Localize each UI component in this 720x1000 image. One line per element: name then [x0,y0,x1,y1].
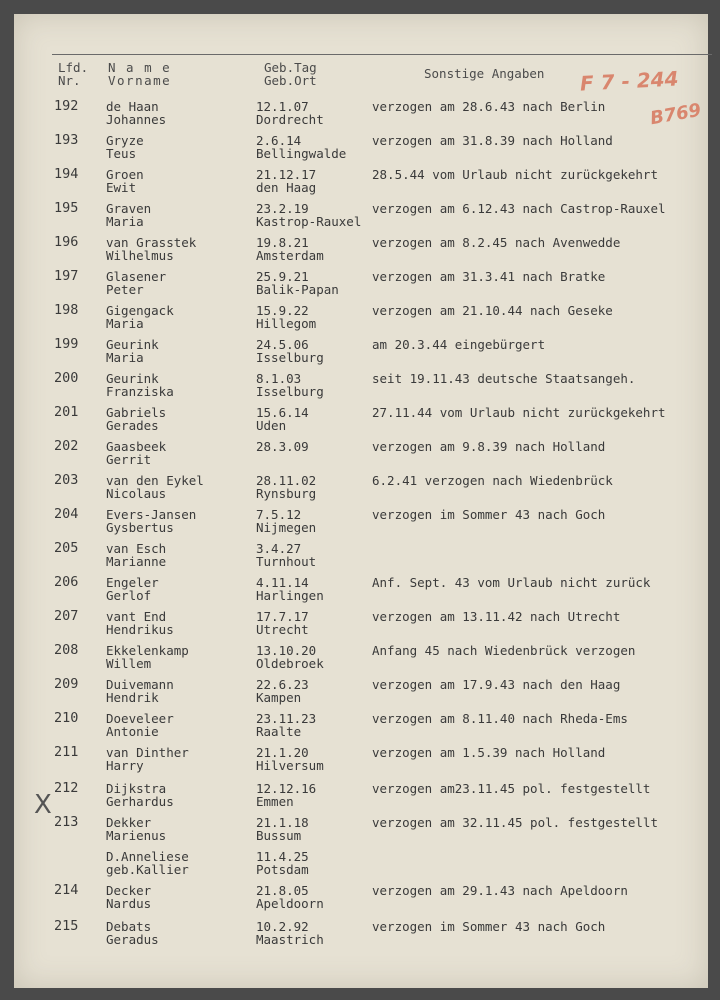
row-sonstige-angaben: Anf. Sept. 43 vom Urlaub nicht zurück [372,575,651,590]
row-name-cell [106,508,196,534]
row-name-cell [106,236,196,262]
row-birth-cell [256,100,324,126]
row-vorname: Maria [106,316,144,331]
row-vorname: Wilhelmus [106,248,174,263]
row-name: van den Eykel [106,473,204,488]
row-vorname: Nicolaus [106,486,167,501]
row-gebort: Uden [256,418,287,433]
row-gebort: Hillegom [256,316,317,331]
row-sonstige-angaben: verzogen am 21.10.44 nach Geseke [372,303,613,318]
row-birth-cell [256,440,309,453]
row-sonstige-angaben: verzogen im Sommer 43 nach Goch [372,507,606,522]
row-number: 210 [54,710,79,726]
row-birth-cell [256,134,346,160]
row-gebort: Bussum [256,828,302,843]
row-birth-cell [256,816,309,842]
row-name: Engeler [106,575,159,590]
table-row [14,920,708,948]
row-number: 198 [54,302,79,318]
row-vorname: Marianne [106,554,167,569]
row-vorname: Hendrikus [106,622,174,637]
table-row [14,782,708,810]
row-name-cell [106,678,174,704]
header-gebort-label: Geb.Ort [264,73,317,88]
row-gebtag: 4.11.14 [256,575,309,590]
table-row [14,100,708,128]
row-name-cell [106,746,189,772]
row-gebtag: 23.11.23 [256,711,317,726]
table-row [14,304,708,332]
row-name-cell [106,202,151,228]
row-birth-cell [256,542,316,568]
row-birth-cell [256,920,324,946]
row-birth-cell [256,474,316,500]
row-number: 205 [54,540,79,556]
row-name-cell [106,542,166,568]
table-row [14,712,708,740]
row-vorname: Antonie [106,724,159,739]
row-birth-cell [256,338,324,364]
row-birth-cell [256,850,309,876]
row-gebtag: 15.6.14 [256,405,309,420]
row-gebtag: 25.9.21 [256,269,309,284]
table-row [14,576,708,604]
header-nr: Nr. [58,73,81,88]
row-vorname: Gerrit [106,452,152,467]
row-name: Geurink [106,371,159,386]
row-gebort: Rynsburg [256,486,317,501]
row-gebort: Emmen [256,794,294,809]
row-gebtag: 21.1.20 [256,745,309,760]
row-number: 202 [54,438,79,454]
row-name: Geurink [106,337,159,352]
row-vorname: Gysbertus [106,520,174,535]
handwritten-x-mark: X [34,790,52,820]
row-birth-cell [256,610,309,636]
row-gebort: Harlingen [256,588,324,603]
row-gebort: Maastrich [256,932,324,947]
row-sonstige-angaben: verzogen am 31.8.39 nach Holland [372,133,613,148]
row-gebtag: 24.5.06 [256,337,309,352]
table-row [14,678,708,706]
table-row [14,474,708,502]
row-name-cell [106,134,144,160]
row-gebort: Amsterdam [256,248,324,263]
row-name-cell [106,610,174,636]
row-gebtag: 21.1.18 [256,815,309,830]
row-birth-cell [256,270,339,296]
row-number: 206 [54,574,79,590]
row-gebtag: 13.10.20 [256,643,317,658]
row-name: van Grasstek [106,235,197,250]
table-row [14,440,708,468]
row-sonstige-angaben: verzogen am 17.9.43 nach den Haag [372,677,621,692]
row-sonstige-angaben: verzogen am 31.3.41 nach Bratke [372,269,606,284]
row-vorname: Ewit [106,180,137,195]
row-name-cell [106,372,174,398]
row-birth-cell [256,236,324,262]
row-gebtag: 2.6.14 [256,133,302,148]
table-row [14,236,708,264]
row-name: Gigengack [106,303,174,318]
row-name: vant End [106,609,167,624]
header-vorname-label: Vorname [108,73,172,88]
row-gebtag: 10.2.92 [256,919,309,934]
row-gebtag: 3.4.27 [256,541,302,556]
row-gebort: Dordrecht [256,112,324,127]
row-vorname: Hendrik [106,690,159,705]
row-number: 211 [54,744,79,760]
row-vorname: Maria [106,214,144,229]
row-vorname: geb.Kallier [106,862,189,877]
row-sonstige-angaben: Anfang 45 nach Wiedenbrück verzogen [372,643,636,658]
header-name-label: N a m e [108,60,172,75]
archive-stamp-reference: F 7 - 244 [579,66,680,96]
row-sonstige-angaben: verzogen am 9.8.39 nach Holland [372,439,606,454]
row-name: Glasener [106,269,167,284]
table-row [14,508,708,536]
row-gebort: Kastrop-Rauxel [256,214,362,229]
row-gebtag: 28.3.09 [256,439,309,454]
row-gebtag: 21.12.17 [256,167,317,182]
row-vorname: Willem [106,656,152,671]
row-gebort: Hilversum [256,758,324,773]
row-gebort: Apeldoorn [256,896,324,911]
row-sonstige-angaben: 28.5.44 vom Urlaub nicht zurückgekehrt [372,167,658,182]
row-gebort: Potsdam [256,862,309,877]
header-gebtag-label: Geb.Tag [264,60,317,75]
row-name: Gryze [106,133,144,148]
row-gebtag: 12.12.16 [256,781,317,796]
row-name-cell [106,100,166,126]
row-name: Decker [106,883,152,898]
row-vorname: Gerades [106,418,159,433]
row-number: 199 [54,336,79,352]
row-name: Gaasbeek [106,439,167,454]
header-lfd: Lfd. [58,60,89,75]
row-number: 208 [54,642,79,658]
row-name: Groen [106,167,144,182]
table-row [14,406,708,434]
row-name: de Haan [106,99,159,114]
header-geb [264,61,317,87]
row-birth-cell [256,576,324,602]
table-row [14,372,708,400]
row-name-cell [106,338,159,364]
row-name-cell [106,884,151,910]
row-name: Debats [106,919,152,934]
row-gebort: Balik-Papan [256,282,339,297]
row-gebort: Bellingwalde [256,146,347,161]
row-sonstige-angaben: verzogen am23.11.45 pol. festgestellt [372,781,651,796]
table-row [14,338,708,366]
row-gebtag: 17.7.17 [256,609,309,624]
table-row [14,644,708,672]
row-vorname: Geradus [106,932,159,947]
document-page [14,14,708,988]
row-number: 204 [54,506,79,522]
row-birth-cell [256,678,309,704]
row-number: 214 [54,882,79,898]
row-birth-cell [256,406,309,432]
row-vorname: Gerlof [106,588,152,603]
header-name [108,61,171,87]
row-gebort: den Haag [256,180,317,195]
row-birth-cell [256,202,361,228]
header-sonstige-angaben: Sonstige Angaben [424,66,545,81]
row-birth-cell [256,782,316,808]
row-vorname: Harry [106,758,144,773]
row-gebort: Isselburg [256,350,324,365]
header-lfd-nr [58,61,88,87]
row-sonstige-angaben: am 20.3.44 eingebürgert [372,337,546,352]
row-vorname: Maria [106,350,144,365]
row-name-cell [106,576,159,602]
row-number: 201 [54,404,79,420]
row-birth-cell [256,884,324,910]
row-sonstige-angaben: 27.11.44 vom Urlaub nicht zurückgekehrt [372,405,666,420]
row-vorname: Marienus [106,828,167,843]
row-name: Dekker [106,815,152,830]
table-row [14,270,708,298]
row-vorname: Gerhardus [106,794,174,809]
row-name: Gabriels [106,405,167,420]
row-sonstige-angaben: verzogen am 29.1.43 nach Apeldoorn [372,883,628,898]
row-gebort: Turnhout [256,554,317,569]
row-gebort: Isselburg [256,384,324,399]
row-name-cell [106,304,174,330]
row-name: Duivemann [106,677,174,692]
row-name: Ekkelenkamp [106,643,189,658]
row-name-cell [106,440,166,466]
row-number: 192 [54,98,79,114]
row-name-cell [106,782,174,808]
row-name-cell [106,406,166,432]
row-gebort: Raalte [256,724,302,739]
table-row [14,610,708,638]
row-number: 212 [54,780,79,796]
row-name-cell [106,644,189,670]
row-gebtag: 28.11.02 [256,473,317,488]
row-sonstige-angaben: verzogen am 8.2.45 nach Avenwedde [372,235,621,250]
row-name: Graven [106,201,152,216]
row-name-cell [106,168,144,194]
row-number: 207 [54,608,79,624]
table-row [14,134,708,162]
row-number: 193 [54,132,79,148]
row-number: 200 [54,370,79,386]
header-rule [52,54,712,55]
row-gebort: Oldebroek [256,656,324,671]
row-gebtag: 11.4.25 [256,849,309,864]
row-gebtag: 15.9.22 [256,303,309,318]
row-name: Evers-Jansen [106,507,197,522]
row-gebtag: 23.2.19 [256,201,309,216]
row-gebtag: 21.8.05 [256,883,309,898]
row-gebtag: 22.6.23 [256,677,309,692]
row-birth-cell [256,746,324,772]
table-row [14,816,708,844]
row-number: 195 [54,200,79,216]
row-gebort: Utrecht [256,622,309,637]
row-number: 196 [54,234,79,250]
row-gebort: Nijmegen [256,520,317,535]
row-name-cell [106,270,166,296]
row-vorname: Nardus [106,896,152,911]
row-number: 194 [54,166,79,182]
row-birth-cell [256,372,324,398]
row-name: van Esch [106,541,167,556]
row-name-cell [106,712,174,738]
row-gebtag: 7.5.12 [256,507,302,522]
row-birth-cell [256,508,316,534]
row-name-cell [106,850,189,876]
row-vorname: Peter [106,282,144,297]
row-birth-cell [256,304,316,330]
row-name: Doeveleer [106,711,174,726]
row-birth-cell [256,168,316,194]
row-birth-cell [256,644,324,670]
archive-stamp-number: B769 [648,99,703,130]
table-row [14,168,708,196]
table-row [14,884,708,912]
row-gebtag: 19.8.21 [256,235,309,250]
row-sonstige-angaben: verzogen am 1.5.39 nach Holland [372,745,606,760]
row-vorname: Franziska [106,384,174,399]
row-number: 215 [54,918,79,934]
row-sonstige-angaben: 6.2.41 verzogen nach Wiedenbrück [372,473,613,488]
row-sonstige-angaben: verzogen am 6.12.43 nach Castrop-Rauxel [372,201,666,216]
row-sonstige-angaben: verzogen im Sommer 43 nach Goch [372,919,606,934]
row-sonstige-angaben: verzogen am 13.11.42 nach Utrecht [372,609,621,624]
row-name: Dijkstra [106,781,167,796]
table-row [14,542,708,570]
row-sonstige-angaben: verzogen am 32.11.45 pol. festgestellt [372,815,658,830]
row-number: 203 [54,472,79,488]
row-sonstige-angaben: verzogen am 28.6.43 nach Berlin [372,99,606,114]
row-vorname: Teus [106,146,137,161]
table-row [14,746,708,774]
row-gebtag: 12.1.07 [256,99,309,114]
row-name-cell [106,474,204,500]
row-gebtag: 8.1.03 [256,371,302,386]
row-birth-cell [256,712,316,738]
row-number: 209 [54,676,79,692]
row-name-cell [106,920,159,946]
row-gebort: Kampen [256,690,302,705]
row-number: 213 [54,814,79,830]
row-vorname: Johannes [106,112,167,127]
row-name: van Dinther [106,745,189,760]
row-sonstige-angaben: verzogen am 8.11.40 nach Rheda-Ems [372,711,628,726]
row-name: D.Anneliese [106,849,189,864]
row-name-cell [106,816,166,842]
table-row [14,850,708,878]
table-row [14,202,708,230]
row-sonstige-angaben: seit 19.11.43 deutsche Staatsangeh. [372,371,636,386]
row-number: 197 [54,268,79,284]
